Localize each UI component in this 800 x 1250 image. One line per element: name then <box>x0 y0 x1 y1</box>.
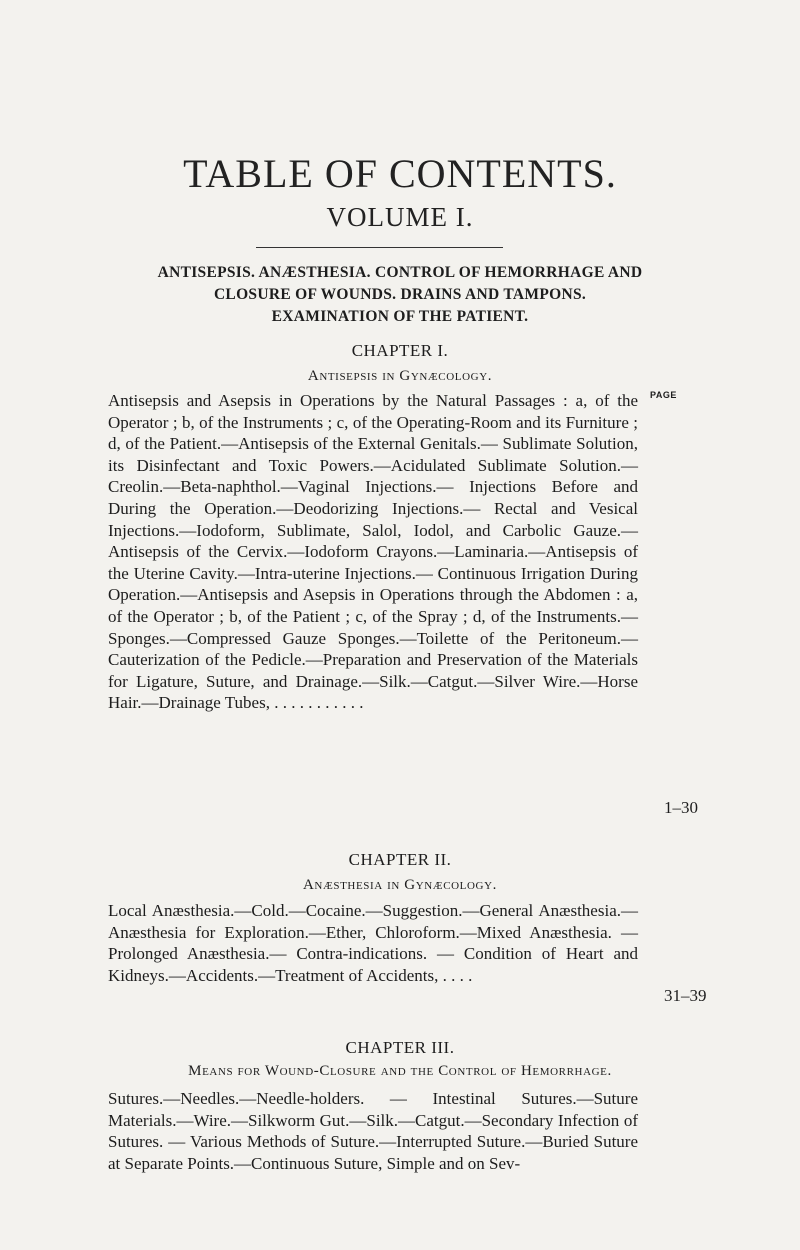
leader-dots: . . . . <box>442 965 473 985</box>
chapter-contents-text: Local Anæsthesia.—Cold.—Cocaine.—Suggestion.—General Anæsthesia.— Anæsthesia for Exploration.—Ether, Chloroform.—Mixed Anæsthesia. —Prolonged Anæsthesia.— Contra-indications. — Condition of Heart and Kidneys.—Accidents.—Treatment of Accidents, <box>108 901 638 985</box>
chapter-contents <box>108 1088 638 1174</box>
page-range: 31–39 <box>664 986 707 1005</box>
page-title: TABLE OF CONTENTS. <box>183 151 617 196</box>
chapter-subtitle: Means for Wound-Closure and the Control of Hemorrhage. <box>188 1063 612 1079</box>
chapter-contents <box>108 900 638 986</box>
chapter-heading: CHAPTER III. <box>345 1038 455 1057</box>
chapter-contents <box>108 390 638 714</box>
page-range: 1–30 <box>664 798 698 817</box>
chapter-contents-text: Sutures.—Needles.—Needle-holders. — Intestinal Sutures.—Suture Materials.—Wire.—Silkworm Gut.—Silk.—Catgut.—Secondary Infection of Sutures. — Various Methods of Suture.—Interrupted Suture.—Buried Suture at Separate Points.—Continuous Suture, Simple and on Sev- <box>108 1089 638 1173</box>
chapter-subtitle: Anæsthesia in Gynæcology. <box>303 877 497 893</box>
chapter-heading: CHAPTER I. <box>351 341 449 360</box>
chapter-subtitle: Antisepsis in Gynæcology. <box>307 368 493 384</box>
divider-rule <box>256 247 503 248</box>
volume-heading: VOLUME I. <box>326 202 474 232</box>
chapter-heading: CHAPTER II. <box>348 850 452 869</box>
leader-dots: . . . . . . . . . . . <box>274 693 364 713</box>
section-heading-line: CLOSURE OF WOUNDS. DRAINS AND TAMPONS. <box>213 286 587 303</box>
page-column-label: PAGE <box>650 390 677 400</box>
section-heading-line: EXAMINATION OF THE PATIENT. <box>271 308 529 325</box>
section-heading-line: ANTISEPSIS. ANÆSTHESIA. CONTROL OF HEMORRHAGE AND <box>157 264 643 281</box>
chapter-contents-text: Antisepsis and Asepsis in Operations by the Natural Passages : a, of the Operator ; b, of the Instruments ; c, of the Operating-Room and its Furniture ; d, of the Patient.—Antisepsis of the External Genitals.— Sublimate Solution, its Disinfectant and Toxic Powers.—Acidulated Sublimate Solution.—Creolin.—Beta-naphthol.—Vaginal Injections.— Injections Before and During the Operation.—Deodorizing Injections.— Rectal and Vesical Injections.—Iodoform, Sublimate, Salol, Iodol, and Carbolic Gauze.—Antisepsis of the Cervix.—Iodoform Crayons.—Laminaria.—Antisepsis of the Uterine Cavity.—Intra-uterine Injections.— Continuous Irrigation During Operation.—Antisepsis and Asepsis in Operations through the Abdomen : a, of the Operator ; b, of the Patient ; c, of the Spray ; d, of the Instruments.—Sponges.—Compressed Gauze Sponges.—Toilette of the Peritoneum.—Cauterization of the Pedicle.—Preparation and Preservation of the Materials for Ligature, Suture, and Drainage.—Silk.—Catgut.—Silver Wire.—Horse Hair.—Drainage Tubes, <box>108 391 638 713</box>
section-heading <box>0 262 800 328</box>
